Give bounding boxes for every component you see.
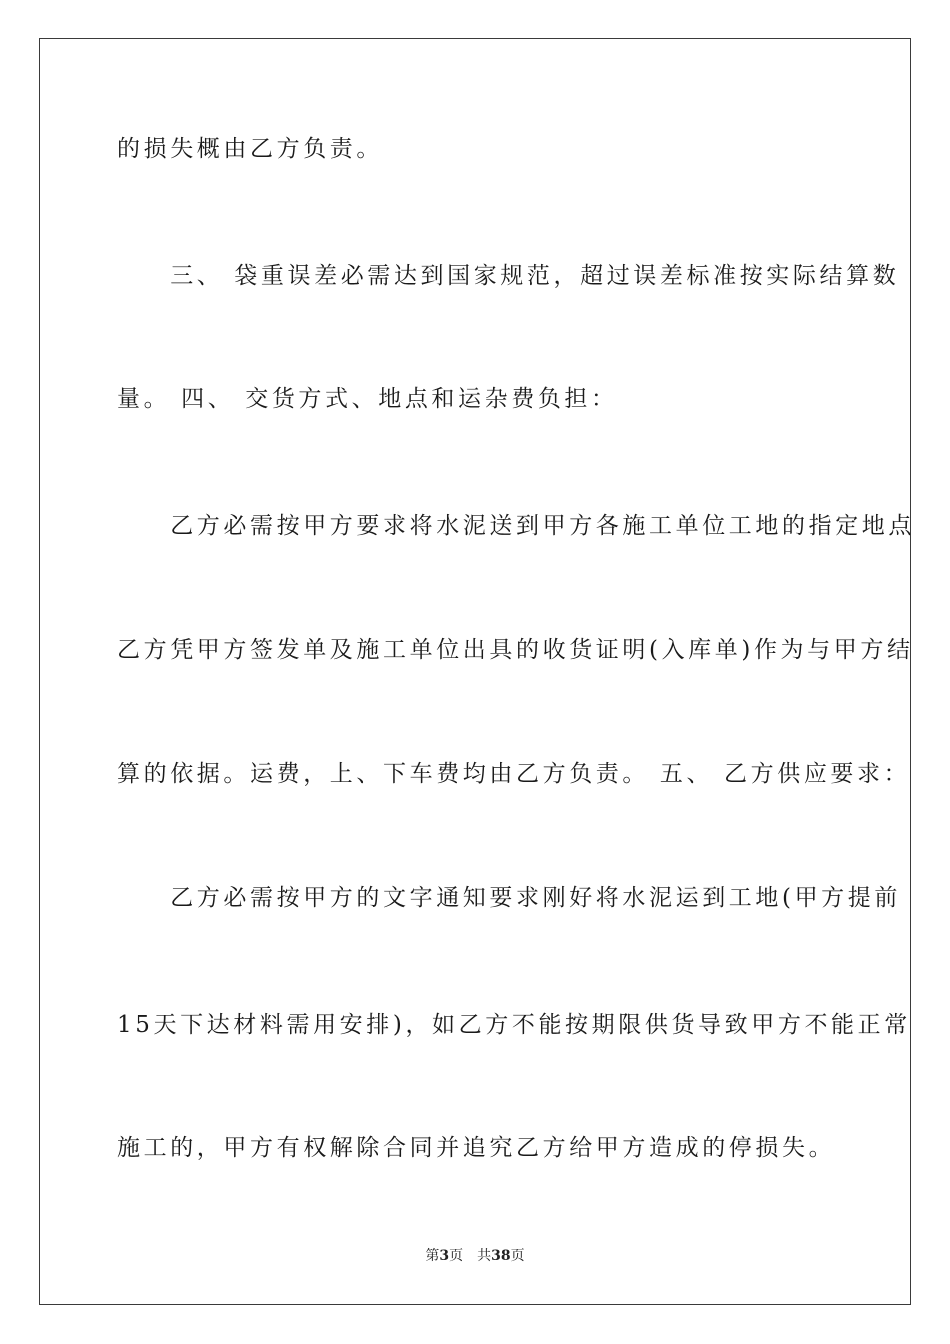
page-number: 3	[439, 1248, 450, 1264]
total-prefix: 共	[477, 1248, 492, 1264]
body-line-9: 施工的，甲方有权解除合同并追究乙方给甲方造成的停损失。	[117, 1135, 836, 1161]
body-line-1: 的损失概由乙方负责。	[117, 136, 383, 162]
page-footer	[0, 1247, 950, 1265]
body-line-3: 量。 四、 交货方式、地点和运杂费负担：	[117, 386, 618, 412]
page-prefix: 第	[425, 1248, 440, 1264]
body-line-2: 三、 袋重误差必需达到国家规范，超过误差标准按实际结算数	[117, 263, 900, 289]
body-line-5: 乙方凭甲方签发单及施工单位出具的收货证明(入库单)作为与甲方结	[117, 637, 914, 663]
page-border	[39, 38, 915, 1305]
body-line-8: 15天下达材料需用安排)，如乙方不能按期限供货导致甲方不能正常	[117, 1012, 911, 1038]
body-line-4: 乙方必需按甲方要求将水泥送到甲方各施工单位工地的指定地点	[117, 513, 915, 539]
body-line-7: 乙方必需按甲方的文字通知要求刚好将水泥运到工地(甲方提前	[117, 885, 901, 911]
page-suffix: 页	[449, 1248, 464, 1264]
total-suffix: 页	[510, 1248, 525, 1264]
total-pages: 38	[491, 1248, 511, 1264]
body-line-6: 算的依据。运费，上、下车费均由乙方负责。 五、 乙方供应要求：	[117, 761, 911, 787]
